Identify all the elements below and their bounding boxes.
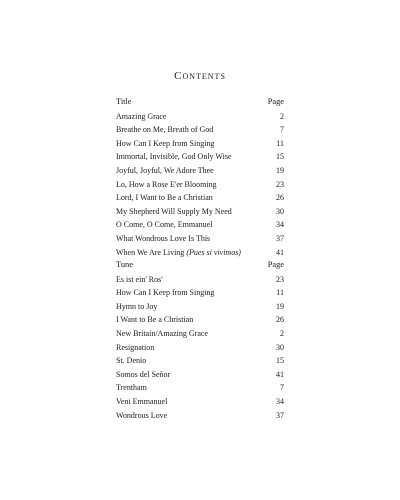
item-name: O Come, O Come, Emmanuel [116,220,213,230]
item-name-italic: (Pues si vivimos) [186,247,241,257]
titles-column-page: Page [267,97,284,106]
list-item [116,164,284,178]
item-page: 26 [276,315,284,325]
list-item [116,368,284,382]
item-page: 30 [276,342,284,352]
titles-header [116,95,284,109]
titles-index [116,95,284,259]
list-item [116,123,284,137]
item-name: Breathe on Me, Breath of God [116,125,214,135]
list-item [116,232,284,246]
item-page: 7 [280,125,284,135]
item-name: Somos del Señor [116,369,171,379]
list-item [116,327,284,341]
list-item [116,178,284,192]
item-page: 19 [276,165,284,175]
list-item [116,273,284,287]
item-page: 2 [280,111,284,121]
item-page: 37 [276,410,284,420]
item-page: 37 [276,233,284,243]
list-item [116,395,284,409]
item-page: 7 [280,383,284,393]
item-page: 26 [276,193,284,203]
item-name: Resignation [116,342,155,352]
item-page: 2 [280,328,284,338]
item-name: I Want to Be a Christian [116,315,194,325]
item-page: 23 [276,179,284,189]
list-item [116,286,284,300]
item-name: How Can I Keep from Singing [116,288,215,298]
item-page: 34 [276,220,284,230]
item-name: Veni Emmanuel [116,396,168,406]
item-name: My Shepherd Will Supply My Need [116,206,232,216]
list-item [116,354,284,368]
list-item [116,191,284,205]
list-item [116,313,284,327]
item-name: Wondrous Love [116,410,168,420]
list-item [116,110,284,124]
item-page: 15 [276,356,284,366]
list-item [116,381,284,395]
item-name: What Wondrous Love Is This [116,233,211,243]
tunes-index [116,258,284,422]
item-page: 41 [276,247,284,257]
tunes-column-page: Page [267,260,284,269]
item-page: 15 [276,152,284,162]
item-name: Lo, How a Rose E'er Blooming [116,179,217,189]
list-item [116,205,284,219]
item-page: 11 [276,138,284,148]
list-item [116,150,284,164]
tunes-header [116,258,284,272]
item-name: Immortal, Invisible, God Only Wise [116,152,232,162]
item-page: 30 [276,206,284,216]
item-name: How Can I Keep from Singing [116,138,215,148]
item-name: Trentham [116,383,147,393]
item-name: Lord, I Want to Be a Christian [116,193,213,203]
list-item [116,218,284,232]
item-name: St. Denio [116,356,147,366]
item-name: Joyful, Joyful, We Adore Thee [116,165,214,175]
item-page: 19 [276,301,284,311]
item-page: 23 [276,274,284,284]
item-page: 11 [276,288,284,298]
item-name: New Britain/Amazing Grace [116,328,208,338]
item-name: Es ist ein' Ros' [116,274,163,284]
page-title: Contents [174,70,226,82]
item-name: When We Are Living [116,247,185,257]
titles-column-title: Title [116,97,132,106]
list-item [116,300,284,314]
list-item [116,409,284,423]
list-item [116,137,284,151]
tunes-column-title: Tune [116,260,133,269]
list-item [116,341,284,355]
item-page: 34 [276,396,284,406]
item-name: Hymn to Joy [116,301,158,311]
item-page: 41 [276,369,284,379]
item-name: Amazing Grace [116,111,167,121]
